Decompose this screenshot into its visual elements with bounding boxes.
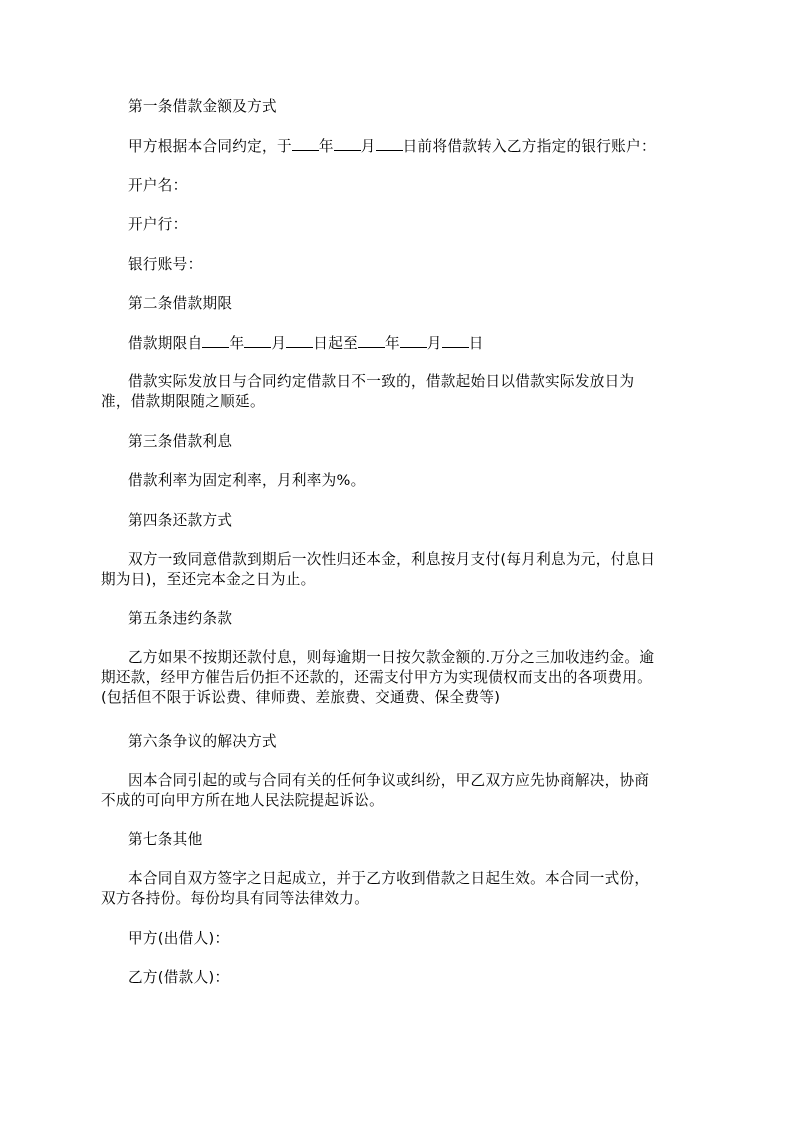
article-2-period	[101, 333, 728, 354]
article-2-d: 日起至	[313, 335, 358, 352]
article-7-title: 第七条其他	[128, 831, 203, 848]
article-2-paragraph	[101, 372, 701, 412]
article-5-paragraph	[101, 648, 701, 708]
account-name-label: 开户名：	[128, 177, 188, 194]
blank-start-year	[202, 333, 229, 348]
article-7-paragraph	[101, 869, 701, 909]
article-7-line-2: 双方各持份。每份均具有同等法律效力。	[101, 890, 370, 907]
article-1-text-c: 月	[360, 138, 376, 155]
article-5-line-3: (包括但不限于诉讼费、律师费、差旅费、交通费、保全费等)	[101, 689, 501, 706]
article-2-f: 月	[426, 335, 442, 352]
account-bank-label: 开户行：	[128, 216, 188, 233]
party-b-signature-label: 乙方(借款人)：	[128, 969, 230, 986]
article-7-line-1: 本合同自双方签字之日起成立，并于乙方收到借款之日起生效。本合同一式份，	[128, 870, 650, 887]
party-a-signature-label: 甲方(出借人)：	[128, 930, 230, 947]
article-1-text-a: 甲方根据本合同约定，于	[128, 138, 292, 155]
article-4-line-1: 双方一致同意借款到期后一次性归还本金，利息按月支付(每月利息为元，付息日	[128, 551, 656, 568]
article-3-title: 第三条借款利息	[128, 433, 233, 450]
article-1-text-b: 年	[318, 138, 334, 155]
blank-end-year	[358, 333, 385, 348]
article-2-line-1: 借款实际发放日与合同约定借款日不一致的，借款起始日以借款实际发放日为	[128, 373, 635, 390]
article-5-title: 第五条违约条款	[128, 610, 233, 627]
article-2-g: 日	[468, 335, 484, 352]
article-4-paragraph	[101, 550, 701, 590]
blank-month	[334, 136, 361, 151]
article-2-c: 月	[271, 335, 287, 352]
blank-day	[376, 136, 403, 151]
article-4-title: 第四条还款方式	[128, 512, 233, 529]
article-6-paragraph	[101, 771, 701, 811]
article-1-title: 第一条借款金额及方式	[128, 98, 277, 115]
blank-year	[292, 136, 319, 151]
article-3-text: 借款利率为固定利率，月利率为%。	[128, 472, 366, 489]
article-6-title: 第六条争议的解决方式	[128, 733, 277, 750]
account-number-label: 银行账号：	[128, 256, 203, 273]
article-2-line-2: 准，借款期限随之顺延。	[101, 393, 265, 410]
article-2-title: 第二条借款期限	[128, 295, 233, 312]
blank-start-day	[286, 333, 313, 348]
article-5-line-2: 期还款，经甲方催告后仍拒不还款的，还需支付甲方为实现债权而支出的各项费用。	[101, 669, 653, 686]
article-2-a: 借款期限自	[128, 335, 203, 352]
article-2-e: 年	[384, 335, 400, 352]
blank-end-day	[442, 333, 469, 348]
article-4-line-2: 期为日)，至还完本金之日为止。	[101, 571, 316, 588]
article-6-line-2: 不成的可向甲方所在地人民法院提起诉讼。	[101, 792, 384, 809]
article-6-line-1: 因本合同引起的或与合同有关的任何争议或纠纷，甲乙双方应先协商解决，协商	[128, 772, 650, 789]
blank-start-month	[244, 333, 271, 348]
article-1-text-d: 日前将借款转入乙方指定的银行账户：	[402, 138, 656, 155]
article-2-b: 年	[229, 335, 245, 352]
blank-end-month	[400, 333, 427, 348]
article-5-line-1: 乙方如果不按期还款付息，则每逾期一日按欠款金额的.万分之三加收违约金。逾	[128, 649, 655, 666]
article-1-text	[101, 136, 728, 157]
